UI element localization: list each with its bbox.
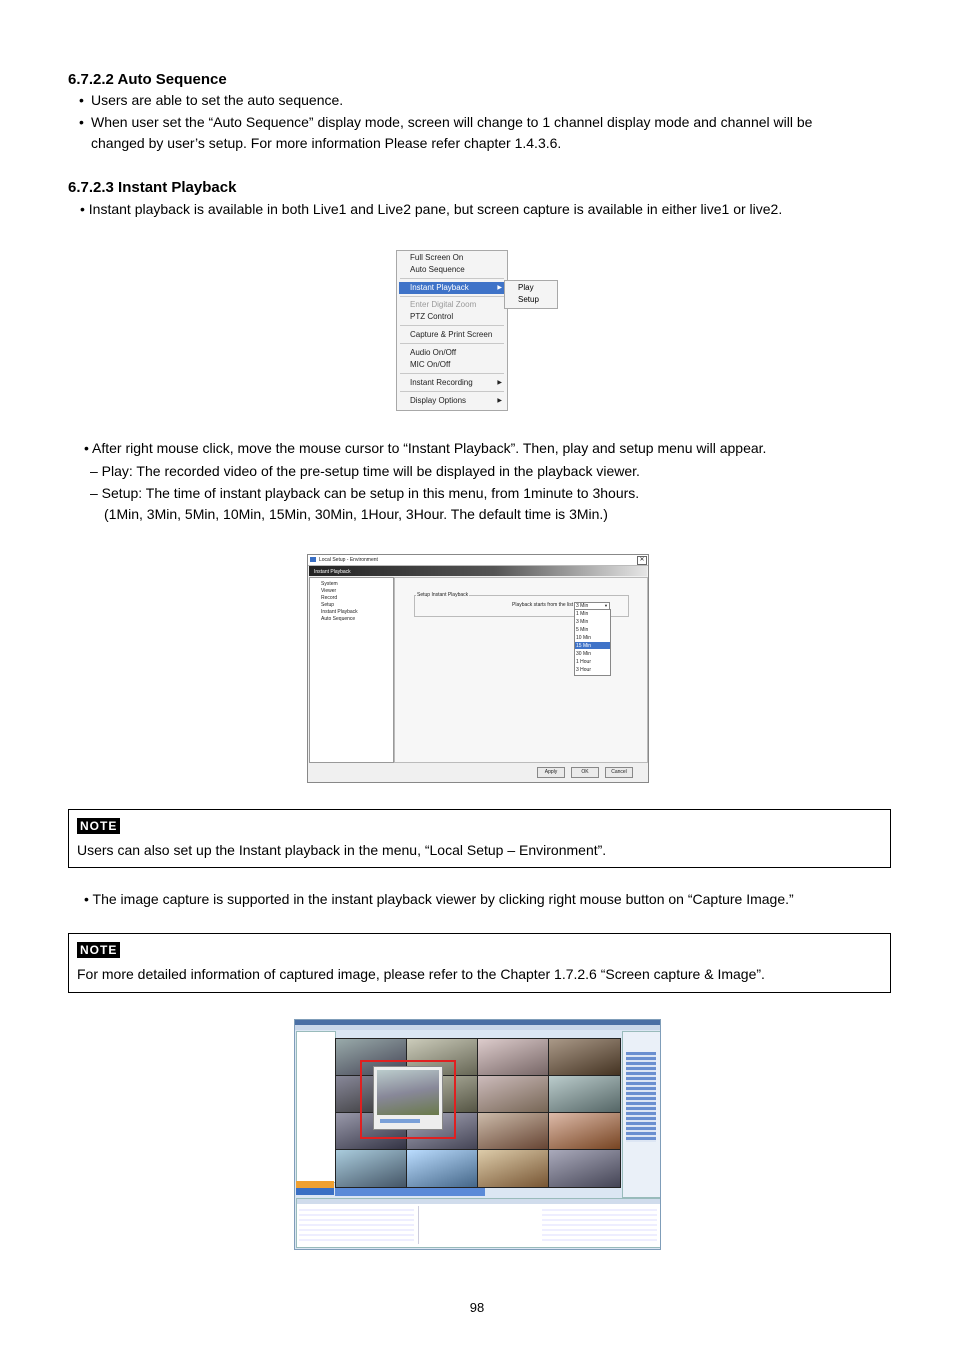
- blue-tab: [296, 1188, 334, 1195]
- close-icon[interactable]: ✕: [637, 556, 647, 565]
- section-heading-auto-sequence: 6.7.2.2 Auto Sequence: [68, 71, 227, 88]
- dialog-header-title: Instant Playback: [314, 569, 351, 575]
- setup-group-label: Setup Instant Playback: [417, 592, 469, 598]
- capture-bullet: • The image capture is supported in the instant playback viewer by clicking right mouse button on “Capture Image.”: [84, 891, 794, 907]
- menu-item-instant-recording[interactable]: Instant Recording: [410, 378, 473, 387]
- user-log: [542, 1206, 657, 1244]
- menu-item-ptz-control[interactable]: PTZ Control: [410, 312, 454, 321]
- tree-item-auto-sequence[interactable]: Auto Sequence: [321, 616, 356, 622]
- menu-separator: [400, 343, 504, 344]
- page-number: 98: [469, 1300, 485, 1315]
- menu-item-digital-zoom: Enter Digital Zoom: [410, 300, 477, 309]
- system-log: [299, 1206, 414, 1244]
- submenu-arrow-icon: ▶: [497, 398, 502, 404]
- dialog-titlebar: [308, 555, 648, 566]
- context-menu: [396, 250, 508, 411]
- ok-button[interactable]: OK: [571, 767, 599, 778]
- option-10min[interactable]: 10 Min: [576, 635, 592, 641]
- submenu-arrow-icon: ▶: [497, 380, 502, 386]
- instant-playback-viewer: [373, 1066, 443, 1130]
- tree-item-system[interactable]: System: [321, 581, 338, 587]
- menu-separator: [400, 373, 504, 374]
- bullet-instant-1: • Instant playback is available in both Live1 and Live2 pane, but screen capture is available in either live1 or live2.: [80, 201, 783, 217]
- menu-item-instant-playback[interactable]: Instant Playback: [410, 283, 469, 292]
- bullet-auto-2-line2: changed by user’s setup. For more information Please refer chapter 1.4.3.6.: [91, 135, 562, 151]
- local-setup-dialog: [307, 554, 649, 783]
- option-3min[interactable]: 3 Min: [576, 619, 589, 625]
- video-grid: [335, 1038, 621, 1188]
- menu-item-display-options[interactable]: Display Options: [410, 396, 467, 405]
- menu-item-audio[interactable]: Audio On/Off: [410, 348, 457, 357]
- tree-item-record[interactable]: Record: [321, 595, 338, 601]
- instruction-bullet: • After right mouse click, move the mouse cursor to “Instant Playback”. Then, play and setup menu will appear.: [84, 440, 767, 456]
- apply-button[interactable]: Apply: [537, 767, 565, 778]
- option-30min[interactable]: 30 Min: [576, 651, 592, 657]
- instruction-setup-values: (1Min, 3Min, 5Min, 10Min, 15Min, 30Min, 1Hour, 3Hour. The default time is 3Min.): [104, 506, 608, 522]
- setup-tree: [309, 577, 394, 763]
- cancel-button[interactable]: Cancel: [605, 767, 633, 778]
- instruction-setup: – Setup: The time of instant playback can be setup in this menu, from 1minute to 3hours.: [90, 485, 640, 501]
- menu-item-mic[interactable]: MIC On/Off: [410, 360, 451, 369]
- bullet-auto-1: • Users are able to set the auto sequence.: [91, 90, 343, 111]
- option-1min[interactable]: 1 Min: [576, 611, 589, 617]
- menu-separator: [400, 278, 504, 279]
- note-tag: NOTE: [77, 942, 120, 958]
- option-1hour[interactable]: 1 Hour: [576, 659, 592, 665]
- right-panel: [622, 1031, 661, 1198]
- menu-item-auto-sequence[interactable]: Auto Sequence: [410, 265, 465, 274]
- bullet-auto-2-line1: • When user set the “Auto Sequence” display mode, screen will change to 1 channel display mode and channel will be: [91, 112, 812, 133]
- option-5min[interactable]: 5 Min: [576, 627, 589, 633]
- tree-item-setup[interactable]: Setup: [321, 602, 335, 608]
- chevron-down-icon: ▼: [604, 603, 608, 608]
- tree-item-instant-playback[interactable]: Instant Playback: [321, 609, 358, 615]
- playback-start-label: Playback starts from the list: [512, 602, 574, 608]
- playback-controls[interactable]: [380, 1119, 420, 1123]
- playback-video: [377, 1070, 439, 1115]
- instant-playback-submenu: [504, 280, 558, 309]
- submenu-item-play[interactable]: Play: [518, 283, 534, 292]
- option-15min[interactable]: 15 Min: [576, 643, 592, 649]
- option-3hour[interactable]: 3 Hour: [576, 667, 592, 673]
- orange-tab: [296, 1181, 334, 1188]
- tree-item-viewer[interactable]: Viewer: [321, 588, 337, 594]
- log-panels: [296, 1198, 661, 1248]
- submenu-arrow-icon: ▶: [497, 285, 502, 291]
- menu-item-capture-print[interactable]: Capture & Print Screen: [410, 330, 493, 339]
- app-icon: [310, 557, 316, 562]
- instruction-play: – Play: The recorded video of the pre-setup time will be displayed in the playback viewer.: [90, 463, 640, 479]
- submenu-item-setup[interactable]: Setup: [518, 295, 539, 304]
- section-heading-instant-playback: 6.7.2.3 Instant Playback: [68, 179, 237, 196]
- menu-separator: [400, 391, 504, 392]
- note-text: For more detailed information of captured image, please refer to the Chapter 1.7.2.6 “Screen capture & Image”.: [77, 966, 765, 982]
- log-header: [297, 1199, 660, 1204]
- dialog-title: Local Setup - Environment: [319, 557, 378, 563]
- playback-options-list: [574, 609, 611, 676]
- note-box-1: [68, 809, 891, 868]
- app-screenshot: [294, 1019, 661, 1250]
- dialog-header: [309, 566, 647, 576]
- device-tree-panel: [296, 1031, 336, 1183]
- playback-start-value: 3 Min: [576, 603, 589, 609]
- remote-event-log: [418, 1206, 539, 1244]
- note-text: Users can also set up the Instant playback in the menu, “Local Setup – Environment”.: [77, 842, 607, 858]
- note-box-2: [68, 933, 891, 993]
- dialog-content: [394, 577, 648, 763]
- layout-toolbar[interactable]: [335, 1188, 485, 1196]
- menu-separator: [400, 296, 504, 297]
- note-tag: NOTE: [77, 818, 120, 834]
- menu-item-full-screen[interactable]: Full Screen On: [410, 253, 464, 262]
- app-menubar: [295, 1025, 660, 1030]
- camera-button-grid[interactable]: [626, 1052, 656, 1142]
- menu-separator: [400, 325, 504, 326]
